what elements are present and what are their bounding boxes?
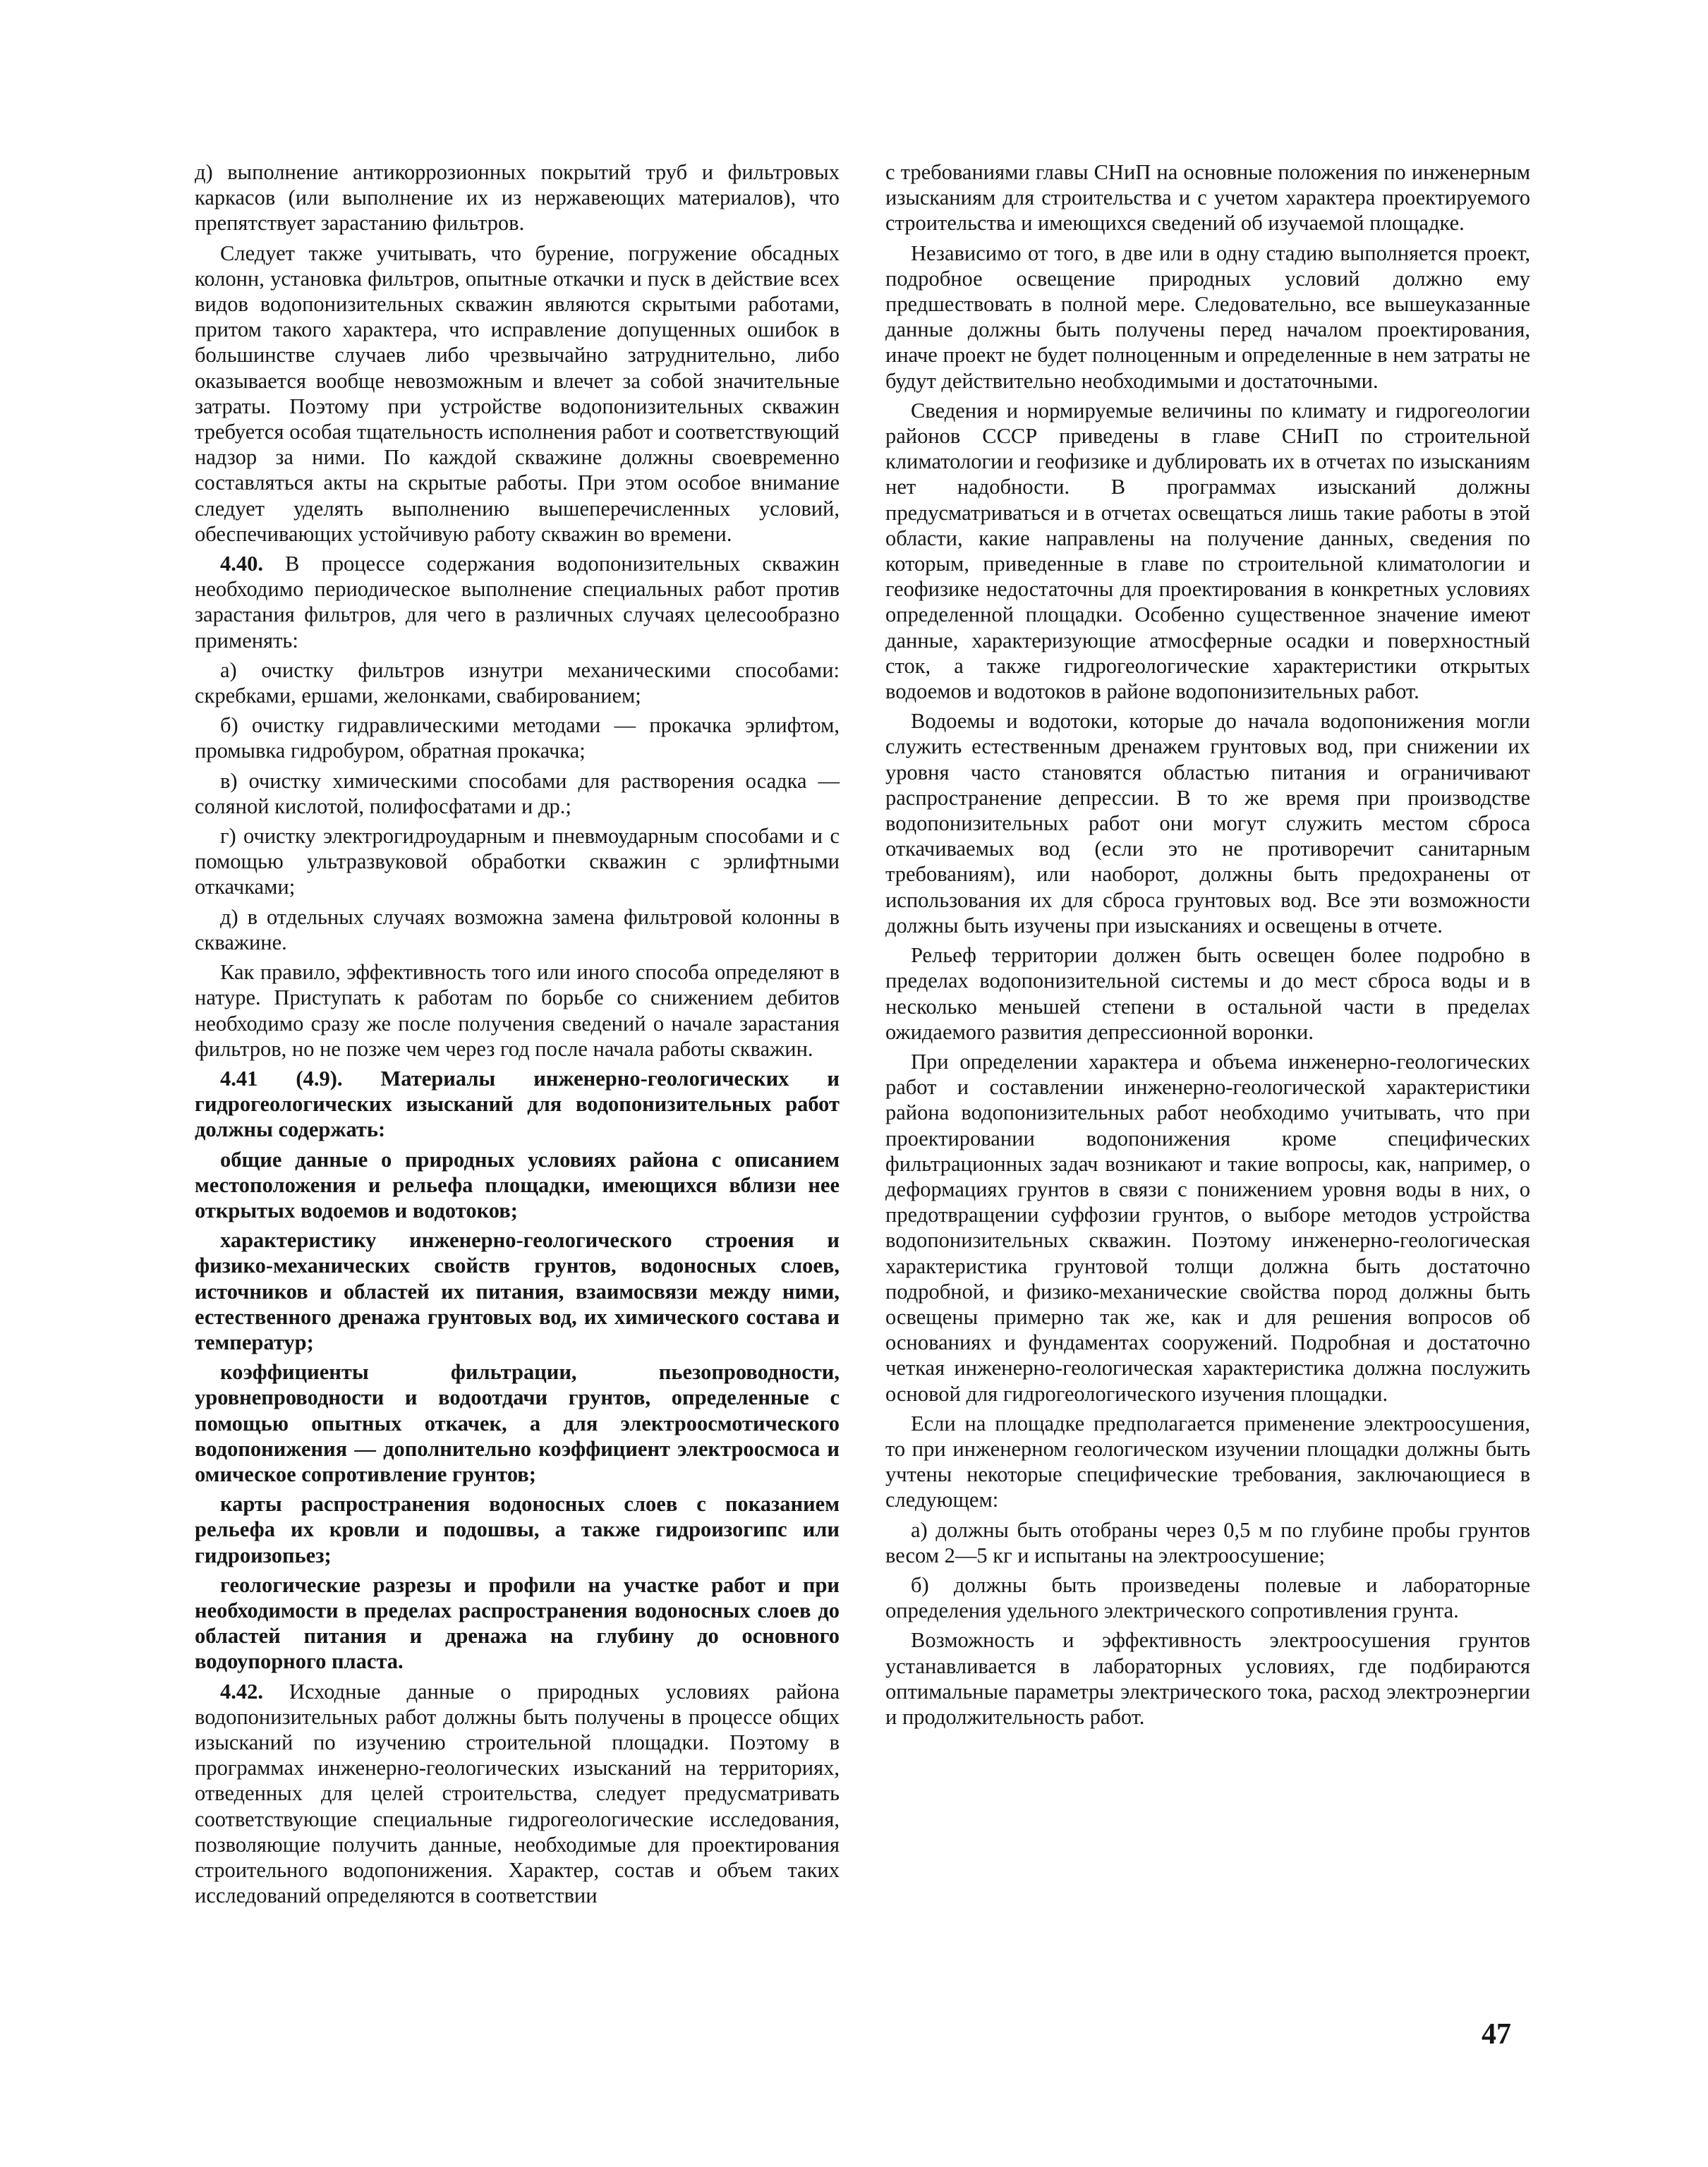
paragraph-climate: Сведения и нормируемые величины по климату и гидрогеологии районов СССР приведены в главе СНиП по строительной климатологии и геофизике и дублировать их в отчетах по изысканиям нет надобности. В программах изысканий должны предусматриваться и в отчетах освещаться лишь такие работы в этой области, какие направлены на получение данных, сведения по которым, приведенные в главе по строительной климатологии и геофизике недостаточны для проектирования в конкретных условиях определенной площадки. Особенно существенное значение имеют данные, характеризующие атмосферные осадки и поверхностный сток, а также гидрогеологические характеристики открытых водоемов и водотоков в районе водопонизительных работ. — [885, 398, 1530, 704]
paragraph-electro-drying: Если на площадке предполагается применение электроосушения, то при инженерном геологическом изучении площадки должны быть учтены некоторые специфические требования, заключающиеся в следующем: — [885, 1411, 1530, 1512]
right-column — [885, 159, 1530, 1734]
bold-item-maps: карты распространения водоносных слоев с показанием рельефа их кровли и подошвы, а также гидроизогипс или гидроизопьез; — [195, 1492, 840, 1567]
section-4-42-number: 4.42. — [220, 1679, 263, 1704]
paragraph-lab-conditions: Возможность и эффективность электроосушения грунтов устанавливается в лабораторных условиях, где подбираются оптимальные параметры электрического тока, расход электроэнергии и продолжительность работ. — [885, 1628, 1530, 1729]
list-item-a: а) очистку фильтров изнутри механическими способами: скребками, ершами, желонками, свабированием; — [195, 657, 840, 708]
left-column — [195, 159, 840, 1912]
list-item-samples: а) должны быть отобраны через 0,5 м по глубине пробы грунтов весом 2—5 кг и испытаны на электроосушение; — [885, 1517, 1530, 1567]
page-number: 47 — [1482, 2018, 1511, 2051]
list-item-d: д) в отдельных случаях возможна замена фильтровой колонны в скважине. — [195, 904, 840, 954]
paragraph-efficiency: Как правило, эффективность того или иного способа определяют в натуре. Приступать к работам по борьбе со снижением дебитов необходимо сразу же после получения сведений о начале зарастания фильтров, но не позже чем через год после начала работы скважин. — [195, 960, 840, 1061]
paragraph-project-stages: Независимо от того, в две или в одну стадию выполняется проект, подробное освещение природных условий должно ему предшествовать в полной мере. Следовательно, все вышеуказанные данные должны быть получены перед началом проектирования, иначе проект не будет полноценным и определенные в нем затраты не будут действительно необходимыми и достаточными. — [885, 241, 1530, 393]
bold-item-characteristic: характеристику инженерно-геологического строения и физико-механических свойств грунтов, водоносных слоев, источников и областей их питания, взаимосвязи между ними, естественного дренажа грунтовых вод, их химического состава и температур; — [195, 1228, 840, 1354]
section-4-41: 4.41 (4.9). Материалы инженерно-геологических и гидрогеологических изысканий для водопонизительных работ должны содержать: — [195, 1066, 840, 1142]
bold-item-general-data: общие данные о природных условиях района с описанием местоположения и рельефа площадки, имеющихся вблизи нее открытых водоемов и водотоков; — [195, 1147, 840, 1222]
list-item-g: г) очистку электрогидроударным и пневмоударным способами и с помощью ультразвуковой обработки скважин с эрлифтными откачками; — [195, 824, 840, 899]
list-item-v: в) очистку химическими способами для растворения осадка — соляной кислотой, полифосфатами и др.; — [195, 768, 840, 818]
list-item-b: б) очистку гидравлическими методами — прокачка эрлифтом, промывка гидробуром, обратная прокачка; — [195, 713, 840, 763]
list-item-resistance: б) должны быть произведены полевые и лабораторные определения удельного электрического сопротивления грунта. — [885, 1572, 1530, 1623]
bold-item-sections: геологические разрезы и профили на участке работ и при необходимости в пределах распространения водоносных слоев до областей питания и дренажа на глубину до основного водоупорного пласта. — [195, 1572, 840, 1674]
section-4-42-text: Исходные данные о природных условиях района водопонизительных работ должны быть получены в процессе общих изысканий по изучению строительной площадки. Поэтому в программах инженерно-геологических изысканий на территориях, отведенных для целей строительства, следует предусматривать соответствующие специальные гидрогеологические исследования, позволяющие получить данные, необходимые для проектирования строительного водопонижения. Характер, состав и объем таких исследований определяются в соответствии — [195, 1679, 840, 1908]
paragraph-item-d: д) выполнение антикоррозионных покрытий труб и фильтровых каркасов (или выполнение их из нержавеющих материалов), что препятствует зарастанию фильтров. — [195, 160, 840, 236]
paragraph-engineering-geology: При определении характера и объема инженерно-геологических работ и составлении инженерно-геологической характеристики района водопонизительных работ необходимо учитывать, что при проектировании водопонижения кроме специфических фильтрационных задач возникают и такие вопросы, как, например, о деформациях грунтов в связи с понижением уровня воды в них, о предотвращении суффозии грунтов, о выборе методов устройства водопонизительных скважин. Поэтому инженерно-геологическая характеристика грунтовой толщи должна быть достаточно подробной, и физико-механические свойства пород должны быть освещены примерно так же, как и для решения вопросов об основаниях и фундаментах сооружений. Подробная и достаточно четкая инженерно-геологическая характеристика должна послужить основой для гидрогеологического изучения площадки. — [885, 1049, 1530, 1406]
section-4-40-number: 4.40. — [220, 552, 263, 576]
section-4-40-text: В процессе содержания водопонизительных скважин необходимо периодическое выполнение специальных работ против зарастания фильтров, для чего в различных случаях целесообразно применять: — [195, 552, 840, 652]
section-4-40 — [195, 551, 840, 653]
paragraph-relief: Рельеф территории должен быть освещен более подробно в пределах водопонизительной системы и до мест сброса воды и в несколько меньшей степени в остальной части в пределах ожидаемого развития депрессионной воронки. — [885, 943, 1530, 1044]
bold-item-coefficients: коэффициенты фильтрации, пьезопроводности, уровнепроводности и водоотдачи грунтов, определенные с помощью опытных откачек, а для электроосмотического водопонижения — дополнительно коэффициент электроосмоса и омическое сопротивление грунтов; — [195, 1360, 840, 1486]
paragraph-snip-requirements: с требованиями главы СНиП на основные положения по инженерным изысканиям для строительства и с учетом характера проектируемого строительства и имеющихся сведений об изучаемой площадке. — [885, 160, 1530, 236]
section-4-42 — [195, 1679, 840, 1909]
paragraph-hidden-works: Следует также учитывать, что бурение, погружение обсадных колонн, установка фильтров, опытные откачки и пуск в действие всех видов водопонизительных скважин являются скрытыми работами, притом такого характера, что исправление допущенных ошибок в большинстве случаев либо чрезвычайно затруднительно, либо оказывается вообще невозможным и влечет за собой значительные затраты. Поэтому при устройстве водопонизительных скважин требуется особая тщательность исполнения работ и соответствующий надзор за ними. По каждой скважине должны своевременно составляться акты на скрытые работы. При этом особое внимание следует уделять выполнению вышеперечисленных условий, обеспечивающих устойчивую работу скважин во времени. — [195, 241, 840, 546]
paragraph-water-bodies: Водоемы и водотоки, которые до начала водопонижения могли служить естественным дренажем грунтовых вод, при снижении их уровня часто становятся областью питания и ограничивают распространение депрессии. В то же время при производстве водопонизительных работ они могут служить местом сброса откачиваемых вод (если это не противоречит санитарным требованиям), или наоборот, должны быть предохранены от использования их для сброса грунтовых вод. Все эти возможности должны быть изучены при изысканиях и освещены в отчете. — [885, 709, 1530, 937]
